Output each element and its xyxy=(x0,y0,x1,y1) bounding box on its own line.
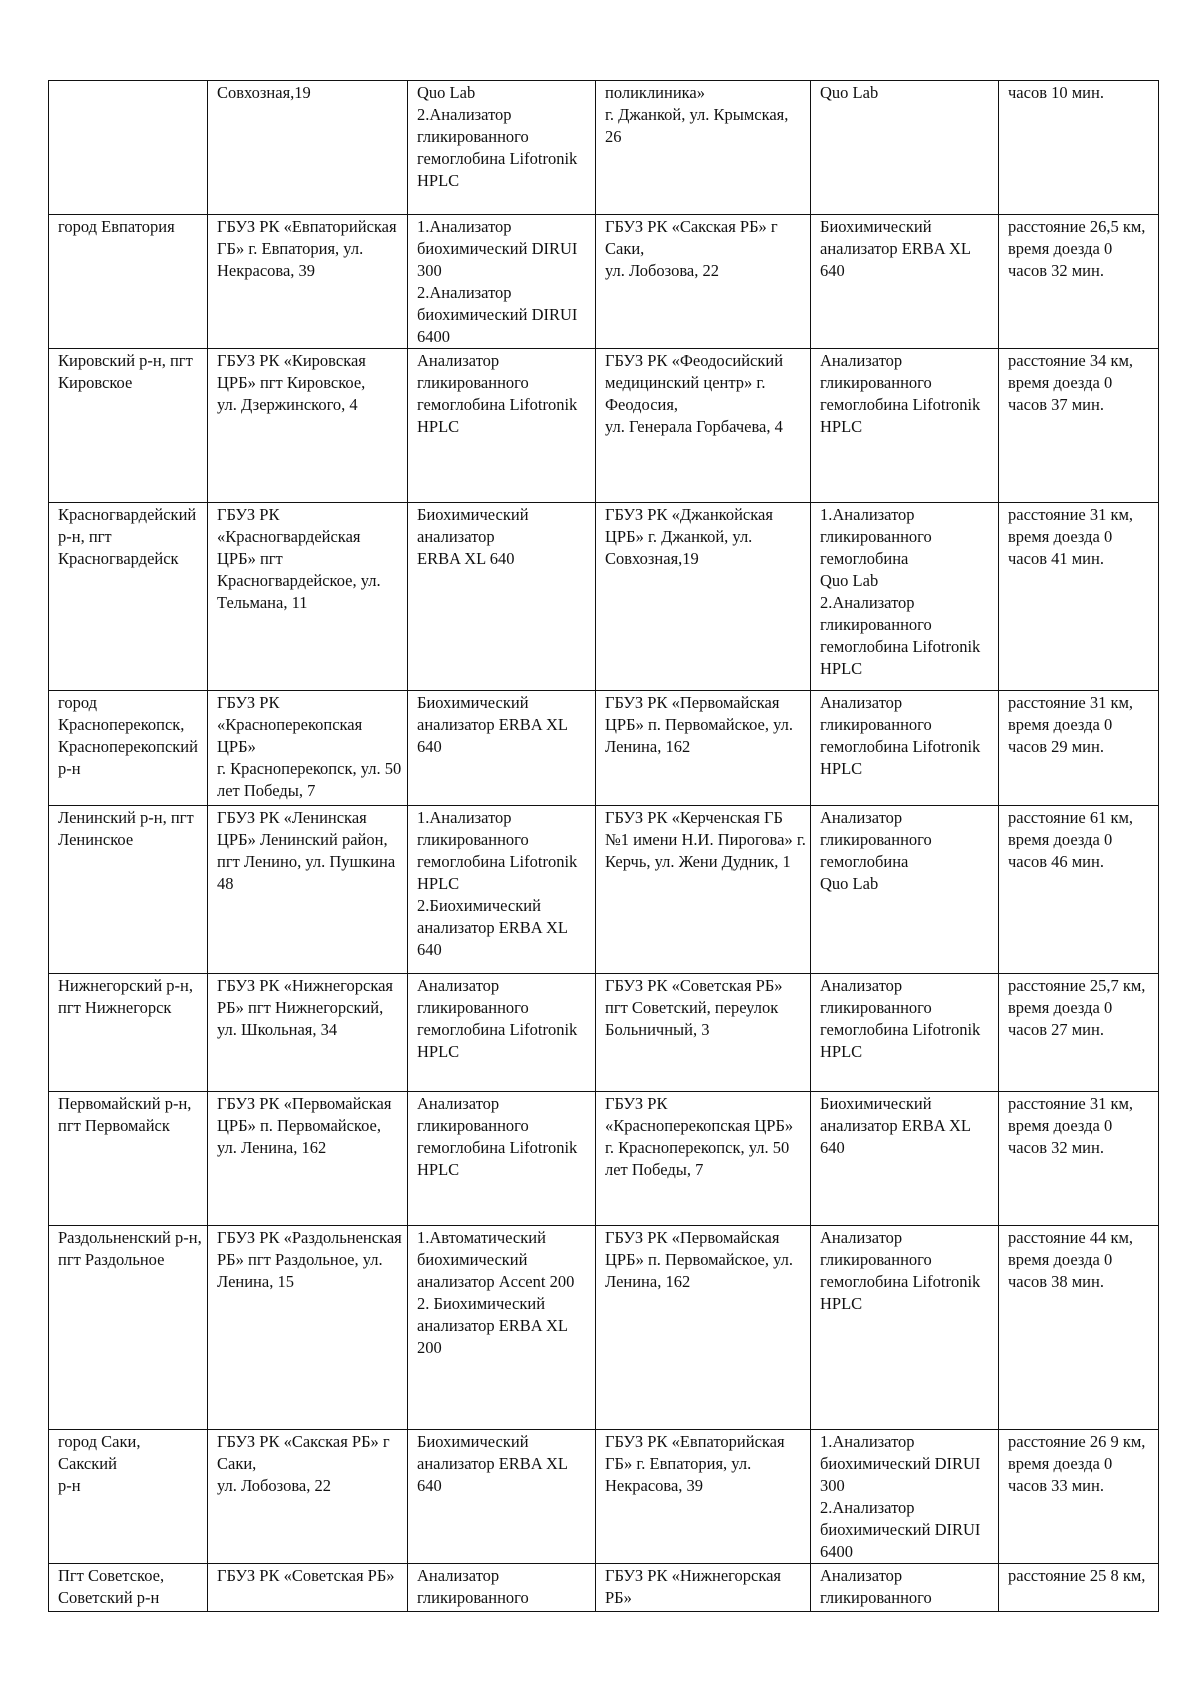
distance-cell: часов 10 мин. xyxy=(999,81,1159,215)
distance-cell: расстояние 26 9 км, время доезда 0 часов 33 мин. xyxy=(999,1430,1159,1564)
facility-cell: ГБУЗ РК «Нижнегорская РБ» пгт Нижнегорский, ул. Школьная, 34 xyxy=(208,974,408,1092)
equipment-cell: 1.Автоматический биохимический анализатор Accent 200 2. Биохимический анализатор ERBA XL 200 xyxy=(408,1226,596,1430)
equipment-cell: Quo Lab 2.Анализатор гликированного гемоглобина Lifotronik HPLC xyxy=(408,81,596,215)
distance-cell: расстояние 34 км, время доезда 0 часов 37 мин. xyxy=(999,349,1159,503)
reserve-facility-cell: ГБУЗ РК «Евпаторийская ГБ» г. Евпатория, ул. Некрасова, 39 xyxy=(596,1430,811,1564)
reserve-equipment-cell: Quo Lab xyxy=(811,81,999,215)
distance-cell: расстояние 26,5 км, время доезда 0 часов 32 мин. xyxy=(999,215,1159,349)
table-row xyxy=(49,81,1159,215)
table-row xyxy=(49,1430,1159,1564)
facility-cell: ГБУЗ РК «Раздольненская РБ» пгт Раздольное, ул. Ленина, 15 xyxy=(208,1226,408,1430)
district-cell xyxy=(49,81,208,215)
district-cell: Нижнегорский р-н, пгт Нижнегорск xyxy=(49,974,208,1092)
facility-cell: ГБУЗ РК «Красногвардейская ЦРБ» пгт Красногвардейское, ул. Тельмана, 11 xyxy=(208,503,408,691)
equipment-cell: Биохимический анализатор ERBA XL 640 xyxy=(408,503,596,691)
distance-cell: расстояние 25 8 км, xyxy=(999,1564,1159,1612)
district-cell: Пгт Советское, Советский р-н xyxy=(49,1564,208,1612)
table-row xyxy=(49,215,1159,349)
facility-cell: ГБУЗ РК «Ленинская ЦРБ» Ленинский район, пгт Ленино, ул. Пушкина 48 xyxy=(208,806,408,974)
equipment-cell: Анализатор гликированного гемоглобина Lifotronik HPLC xyxy=(408,1092,596,1226)
equipment-cell: Биохимический анализатор ERBA XL 640 xyxy=(408,691,596,806)
reserve-equipment-cell: Анализатор гликированного гемоглобина Lifotronik HPLC xyxy=(811,974,999,1092)
facility-cell: ГБУЗ РК «Евпаторийская ГБ» г. Евпатория, ул. Некрасова, 39 xyxy=(208,215,408,349)
facility-cell: ГБУЗ РК «Кировская ЦРБ» пгт Кировское, ул. Дзержинского, 4 xyxy=(208,349,408,503)
reserve-equipment-cell: Анализатор гликированного гемоглобина Lifotronik HPLC xyxy=(811,1226,999,1430)
distance-cell: расстояние 25,7 км, время доезда 0 часов 27 мин. xyxy=(999,974,1159,1092)
district-cell: Раздольненский р-н, пгт Раздольное xyxy=(49,1226,208,1430)
equipment-cell: Биохимический анализатор ERBA XL 640 xyxy=(408,1430,596,1564)
equipment-cell: Анализатор гликированного xyxy=(408,1564,596,1612)
reserve-facility-cell: поликлиника» г. Джанкой, ул. Крымская, 26 xyxy=(596,81,811,215)
facility-cell: ГБУЗ РК «Первомайская ЦРБ» п. Первомайское, ул. Ленина, 162 xyxy=(208,1092,408,1226)
facility-cell: ГБУЗ РК «Сакская РБ» г Саки, ул. Лобозова, 22 xyxy=(208,1430,408,1564)
table-row xyxy=(49,1226,1159,1430)
table-row xyxy=(49,691,1159,806)
reserve-facility-cell: ГБУЗ РК «Сакская РБ» г Саки, ул. Лобозова, 22 xyxy=(596,215,811,349)
table-row xyxy=(49,503,1159,691)
district-cell: город Евпатория xyxy=(49,215,208,349)
district-cell: Первомайский р-н, пгт Первомайск xyxy=(49,1092,208,1226)
reserve-equipment-cell: 1.Анализатор биохимический DIRUI 300 2.Анализатор биохимический DIRUI 6400 xyxy=(811,1430,999,1564)
reserve-facility-cell: ГБУЗ РК «Нижнегорская РБ» xyxy=(596,1564,811,1612)
reserve-equipment-cell: Анализатор гликированного гемоглобина Lifotronik HPLC xyxy=(811,349,999,503)
table-row xyxy=(49,1564,1159,1612)
reserve-facility-cell: ГБУЗ РК «Первомайская ЦРБ» п. Первомайское, ул. Ленина, 162 xyxy=(596,691,811,806)
table-row xyxy=(49,349,1159,503)
reserve-equipment-cell: Биохимический анализатор ERBA XL 640 xyxy=(811,1092,999,1226)
facility-cell: ГБУЗ РК «Красноперекопская ЦРБ» г. Красноперекопск, ул. 50 лет Победы, 7 xyxy=(208,691,408,806)
district-cell: Красногвардейский р-н, пгт Красногвардейск xyxy=(49,503,208,691)
reserve-equipment-cell: Анализатор гликированного гемоглобина Lifotronik HPLC xyxy=(811,691,999,806)
district-cell: Кировский р-н, пгт Кировское xyxy=(49,349,208,503)
reserve-facility-cell: ГБУЗ РК «Красноперекопская ЦРБ» г. Красноперекопск, ул. 50 лет Победы, 7 xyxy=(596,1092,811,1226)
table-row xyxy=(49,1092,1159,1226)
reserve-equipment-cell: 1.Анализатор гликированного гемоглобина Quo Lab 2.Анализатор гликированного гемоглобина Lifotronik HPLC xyxy=(811,503,999,691)
distance-cell: расстояние 31 км, время доезда 0 часов 32 мин. xyxy=(999,1092,1159,1226)
distance-cell: расстояние 31 км, время доезда 0 часов 41 мин. xyxy=(999,503,1159,691)
facility-cell: ГБУЗ РК «Советская РБ» xyxy=(208,1564,408,1612)
equipment-cell: Анализатор гликированного гемоглобина Lifotronik HPLC xyxy=(408,974,596,1092)
reserve-equipment-cell: Анализатор гликированного xyxy=(811,1564,999,1612)
facilities-table xyxy=(48,80,1159,1612)
district-cell: город Красноперекопск, Красноперекопский р-н xyxy=(49,691,208,806)
equipment-cell: Анализатор гликированного гемоглобина Lifotronik HPLC xyxy=(408,349,596,503)
table-row xyxy=(49,806,1159,974)
equipment-cell: 1.Анализатор гликированного гемоглобина Lifotronik HPLC 2.Биохимический анализатор ERBA XL 640 xyxy=(408,806,596,974)
table-row xyxy=(49,974,1159,1092)
district-cell: город Саки, Сакский р-н xyxy=(49,1430,208,1564)
reserve-facility-cell: ГБУЗ РК «Джанкойская ЦРБ» г. Джанкой, ул. Совхозная,19 xyxy=(596,503,811,691)
reserve-facility-cell: ГБУЗ РК «Керченская ГБ №1 имени Н.И. Пирогова» г. Керчь, ул. Жени Дудник, 1 xyxy=(596,806,811,974)
equipment-cell: 1.Анализатор биохимический DIRUI 300 2.Анализатор биохимический DIRUI 6400 xyxy=(408,215,596,349)
reserve-equipment-cell: Биохимический анализатор ERBA XL 640 xyxy=(811,215,999,349)
facility-cell: Совхозная,19 xyxy=(208,81,408,215)
distance-cell: расстояние 61 км, время доезда 0 часов 46 мин. xyxy=(999,806,1159,974)
distance-cell: расстояние 44 км, время доезда 0 часов 38 мин. xyxy=(999,1226,1159,1430)
distance-cell: расстояние 31 км, время доезда 0 часов 29 мин. xyxy=(999,691,1159,806)
reserve-facility-cell: ГБУЗ РК «Феодосийский медицинский центр» г. Феодосия, ул. Генерала Горбачева, 4 xyxy=(596,349,811,503)
reserve-equipment-cell: Анализатор гликированного гемоглобина Quo Lab xyxy=(811,806,999,974)
district-cell: Ленинский р-н, пгт Ленинское xyxy=(49,806,208,974)
reserve-facility-cell: ГБУЗ РК «Первомайская ЦРБ» п. Первомайское, ул. Ленина, 162 xyxy=(596,1226,811,1430)
reserve-facility-cell: ГБУЗ РК «Советская РБ» пгт Советский, переулок Больничный, 3 xyxy=(596,974,811,1092)
